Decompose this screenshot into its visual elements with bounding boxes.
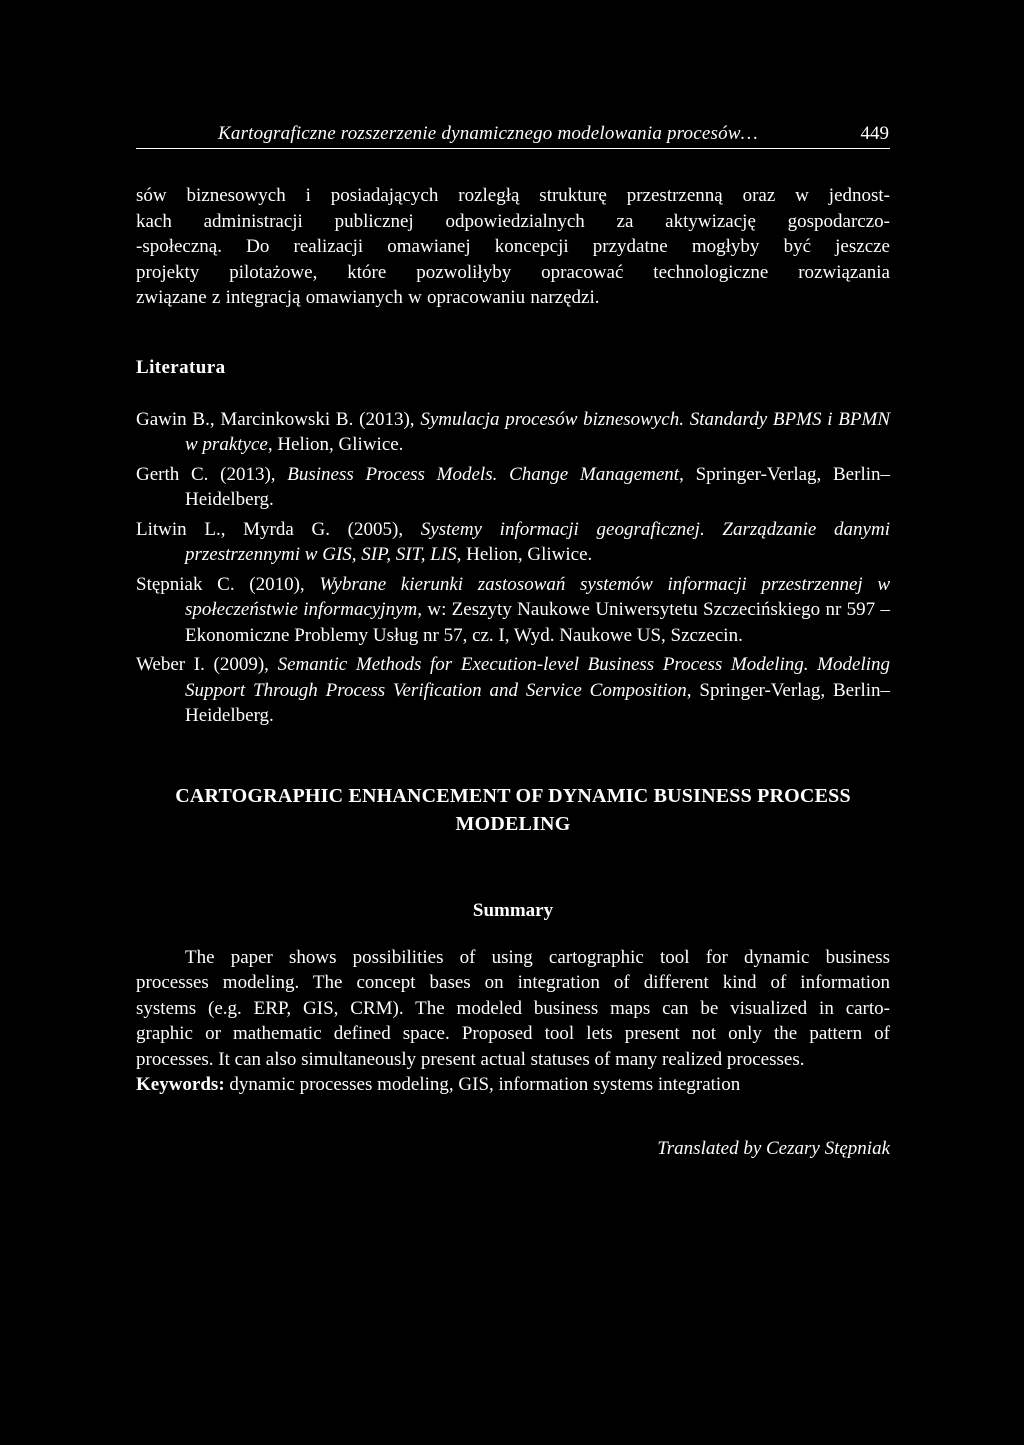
page-number: 449 (860, 123, 889, 144)
summary-line: graphic or mathematic defined space. Proposed tool lets present not only the pattern of (136, 1023, 890, 1045)
reference-title: Systemy informacji geograficznej. Zarządzanie danymi przestrzennymi w GIS, SIP, SIT, LIS (185, 518, 890, 565)
running-title: Kartograficzne rozszerzenie dynamicznego modelowania procesów… (218, 123, 758, 144)
paragraph-line: -społeczną. Do realizacji omawianej koncepcji przydatne mogłyby być jeszcze (136, 236, 890, 257)
summary-heading: Summary (472, 899, 554, 921)
summary-line: The paper shows possibilities of using cartographic tool for dynamic business (185, 946, 890, 968)
keywords-text: dynamic processes modeling, GIS, information systems integration (224, 1074, 741, 1096)
reference-publisher: , Helion, Gliwice. (456, 544, 593, 565)
english-title-line: CARTOGRAPHIC ENHANCEMENT OF DYNAMIC BUSINESS PROCESS (175, 784, 851, 807)
reference-publisher: , Springer-Verlag, Berlin–Heidelberg. (185, 463, 890, 510)
english-title-line: MODELING (455, 812, 571, 835)
reference-authors: Weber I. (2009), (136, 654, 278, 675)
reference-item (136, 517, 890, 568)
keywords-label: Keywords: (136, 1074, 225, 1096)
english-article-title (136, 782, 890, 838)
reference-item (136, 652, 890, 729)
intro-paragraph (136, 183, 890, 311)
reference-item (136, 462, 890, 513)
reference-publisher: , w: Zeszyty Naukowe Uniwersytetu Szczecińskiego nr 597 – Ekonomiczne Problemy Usług nr 57, cz. I, Wyd. Naukowe US, Szczecin. (185, 599, 891, 646)
paragraph-line: projekty pilotażowe, które pozwoliłyby opracować technologiczne rozwiązania (136, 261, 890, 283)
paragraph-line: kach administracji publicznej odpowiedzialnych za aktywizację gospodarczo- (136, 210, 890, 232)
keywords-line (136, 1072, 890, 1098)
reference-item (136, 407, 890, 458)
summary-line: systems (e.g. ERP, GIS, CRM). The modeled business maps can be visualized in carto- (136, 997, 890, 1019)
reference-item (136, 572, 890, 649)
running-header (136, 118, 890, 149)
translator-credit: Translated by Cezary Stępniak (657, 1138, 890, 1160)
summary-line: processes modeling. The concept bases on integration of different kind of information (136, 972, 890, 994)
reference-title: Business Process Models. Change Management (287, 463, 680, 485)
reference-authors: Stępniak C. (2010), (136, 573, 320, 595)
reference-publisher: , Springer-Verlag, Berlin–Heidelberg. (185, 679, 890, 726)
reference-title: Semantic Methods for Execution-level Business Process Modeling. Modeling Support Through Process Verification and Service Composition (185, 654, 890, 701)
reference-authors: Litwin L., Myrda G. (2005), (136, 518, 421, 540)
reference-title: Wybrane kierunki zastosowań systemów informacji przestrzennej w społeczeństwie informacyjnym (185, 573, 890, 620)
paragraph-line: związane z integracją omawianych w opracowaniu narzędzi. (136, 287, 600, 308)
reference-authors: Gawin B., Marcinkowski B. (2013), (136, 408, 421, 430)
reference-authors: Gerth C. (2013), (136, 463, 288, 485)
article-page (136, 118, 890, 1160)
summary-line: processes. It can also simultaneously present actual statuses of many realized processes. (136, 1048, 805, 1070)
reference-publisher: , Helion, Gliwice. (267, 434, 404, 455)
reference-title: Symulacja procesów biznesowych. Standardy BPMS i BPMN w praktyce (185, 408, 890, 455)
reference-list (136, 407, 890, 729)
paragraph-line: sów biznesowych i posiadających rozległą strukturę przestrzenną oraz w jednost- (136, 185, 890, 206)
summary-body (136, 945, 890, 1099)
literature-heading: Literatura (136, 356, 226, 378)
